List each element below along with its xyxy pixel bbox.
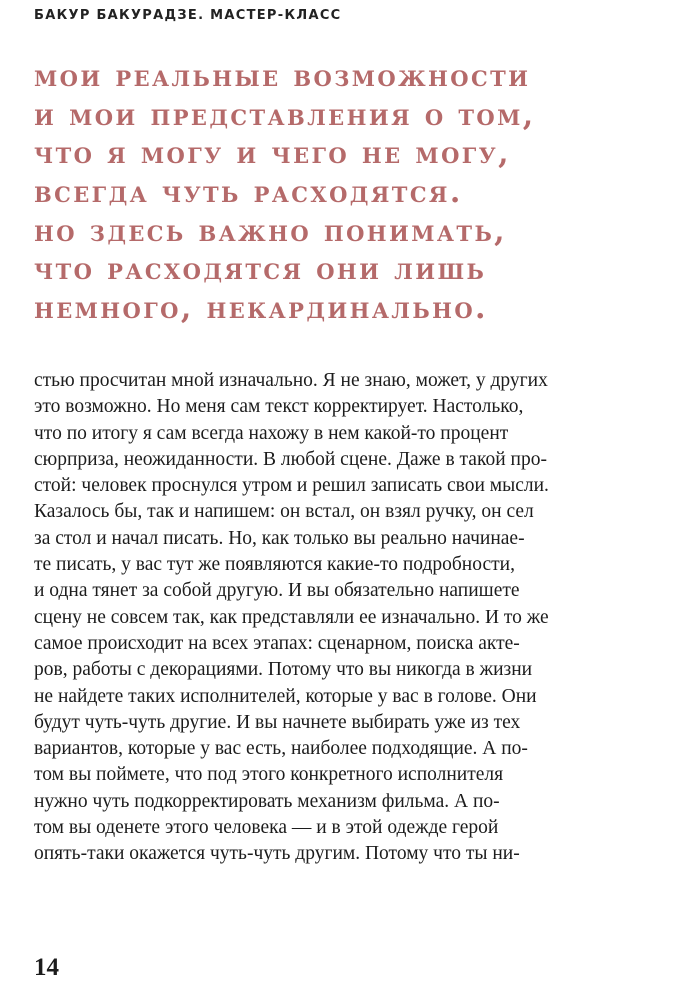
body-text-line: сцену не совсем так, как представляли ее изначально. И то же bbox=[34, 606, 549, 628]
pull-quote-line: и мои представления о том, bbox=[34, 97, 536, 133]
body-text-line: что по итогу я сам всегда нахожу в нем какой-то процент bbox=[34, 422, 509, 444]
body-text-line: том вы поймете, что под этого конкретного исполнителя bbox=[34, 764, 504, 786]
body-text-line: не найдете таких исполнителей, которые у вас в голове. Они bbox=[34, 685, 537, 707]
body-text bbox=[34, 368, 634, 868]
body-text-line: это возможно. Но меня сам текст корректирует. Настолько, bbox=[34, 396, 524, 418]
body-text-line: стой: человек проснулся утром и решил записать свои мысли. bbox=[34, 475, 549, 497]
body-text-line: нужно чуть подкорректировать механизм фильма. А по- bbox=[34, 790, 500, 812]
pull-quote-line: немного, некардинально. bbox=[34, 291, 488, 327]
body-text-line: ров, работы с декорациями. Потому что вы никогда в жизни bbox=[34, 659, 533, 681]
body-text-line: Казалось бы, так и напишем: он встал, он взял ручку, он сел bbox=[34, 501, 534, 523]
body-text-line: сюрприза, неожиданности. В любой сцене. Даже в такой про- bbox=[34, 448, 547, 470]
body-text-line: том вы оденете этого человека — и в этой одежде герой bbox=[34, 817, 499, 839]
pull-quote-line: что расходятся они лишь bbox=[34, 252, 487, 288]
pull-quote bbox=[34, 58, 536, 329]
pull-quote-line: мои реальные возможности bbox=[34, 59, 531, 94]
page-number: 14 bbox=[34, 954, 59, 981]
pull-quote-line: но здесь важно понимать, bbox=[34, 213, 508, 249]
body-text-line: за стол и начал писать. Но, как только вы реально начинае- bbox=[34, 527, 525, 549]
running-head: БАКУР БАКУРАДЗЕ. МАСТЕР-КЛАСС bbox=[34, 8, 342, 23]
body-text-line: и одна тянет за собой другую. И вы обязательно напишете bbox=[34, 580, 520, 602]
pull-quote-line: всегда чуть расходятся. bbox=[34, 175, 463, 211]
body-text-line: самое происходит на всех этапах: сценарном, поиска акте- bbox=[34, 632, 520, 654]
body-text-line: те писать, у вас тут же появляются какие-то подробности, bbox=[34, 554, 515, 576]
body-text-line: вариантов, которые у вас есть, наиболее подходящие. А по- bbox=[34, 738, 528, 760]
body-text-line: стью просчитан мной изначально. Я не знаю, может, у других bbox=[34, 370, 548, 391]
body-text-line: опять-таки окажется чуть-чуть другим. Потому что ты ни- bbox=[34, 843, 520, 865]
pull-quote-line: что я могу и чего не могу, bbox=[34, 136, 511, 172]
body-text-line: будут чуть-чуть другие. И вы начнете выбирать уже из тех bbox=[34, 711, 521, 733]
